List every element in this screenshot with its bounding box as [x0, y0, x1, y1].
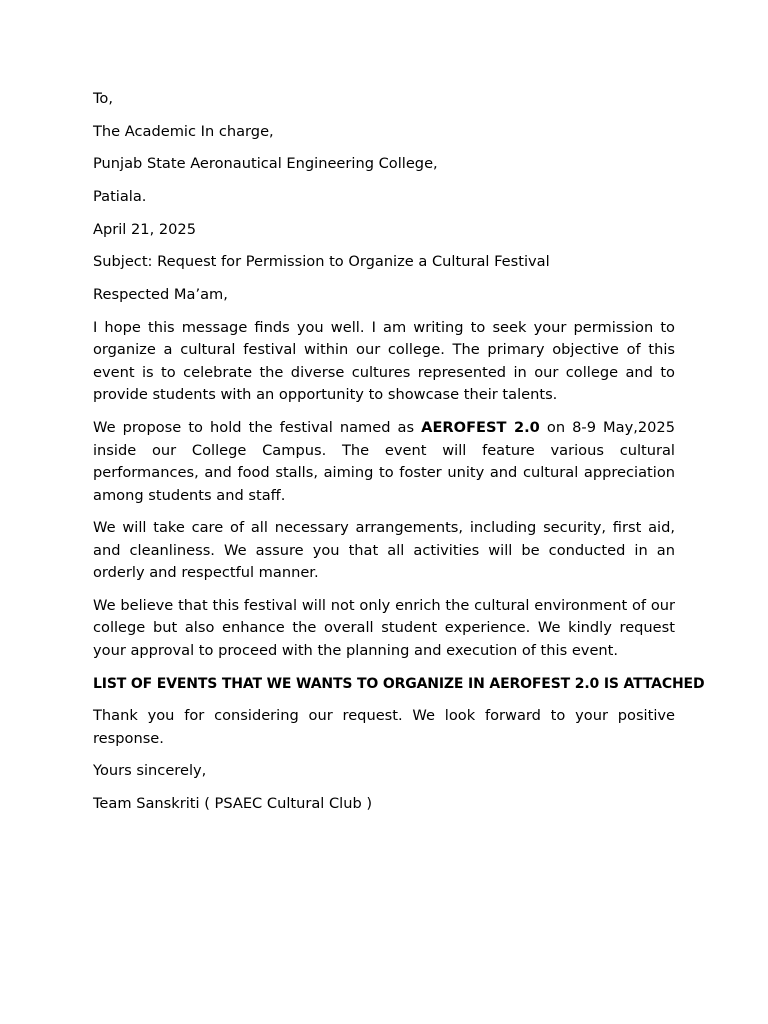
signature: Team Sanskriti ( PSAEC Cultural Club ) — [93, 795, 373, 813]
institution-name: Punjab State Aeronautical Engineering College, — [93, 155, 438, 173]
paragraph-proposal — [93, 417, 675, 507]
subject-line: Subject: Request for Permission to Organize a Cultural Festival — [93, 253, 550, 271]
paragraph-arrangements: We will take care of all necessary arrangements, including security, first aid, and cleanliness. We assure you that all activities will be conducted in an orderly and respectful manner. — [93, 519, 675, 582]
recipient-title: The Academic In charge, — [93, 122, 274, 140]
letter-document — [93, 88, 705, 826]
proposal-text-before: We propose to hold the festival named as — [93, 419, 422, 436]
paragraph-benefits: We believe that this festival will not only enrich the cultural environment of our college but also enhance the overall student experience. We kindly request your approval to proceed with the planning and execution of this event. — [93, 596, 675, 659]
event-name: AEROFEST 2.0 — [421, 419, 540, 436]
proposal-text-after: on 8-9 May,2025 inside our College Campus. The event will feature various cultural performances, and food stalls, aiming to foster unity and cultural appreciation among students and staff. — [93, 419, 675, 504]
letter-date: April 21, 2025 — [93, 220, 196, 238]
salutation-to: To, — [93, 90, 114, 107]
greeting: Respected Ma’am, — [93, 286, 228, 304]
paragraph-intro: I hope this message finds you well. I am writing to seek your permission to organize a cultural festival within our college. The primary objective of this event is to celebrate the diverse cultures represented in our college and to provide students with an opportunity to showcase their talents. — [93, 318, 675, 404]
city-name: Patiala. — [93, 188, 147, 206]
closing: Yours sincerely, — [93, 762, 207, 780]
paragraph-thanks: Thank you for considering our request. We look forward to your positive response. — [93, 707, 675, 747]
attachment-note: LIST OF EVENTS THAT WE WANTS TO ORGANIZE IN AEROFEST 2.0 IS ATTACHED — [93, 675, 705, 692]
